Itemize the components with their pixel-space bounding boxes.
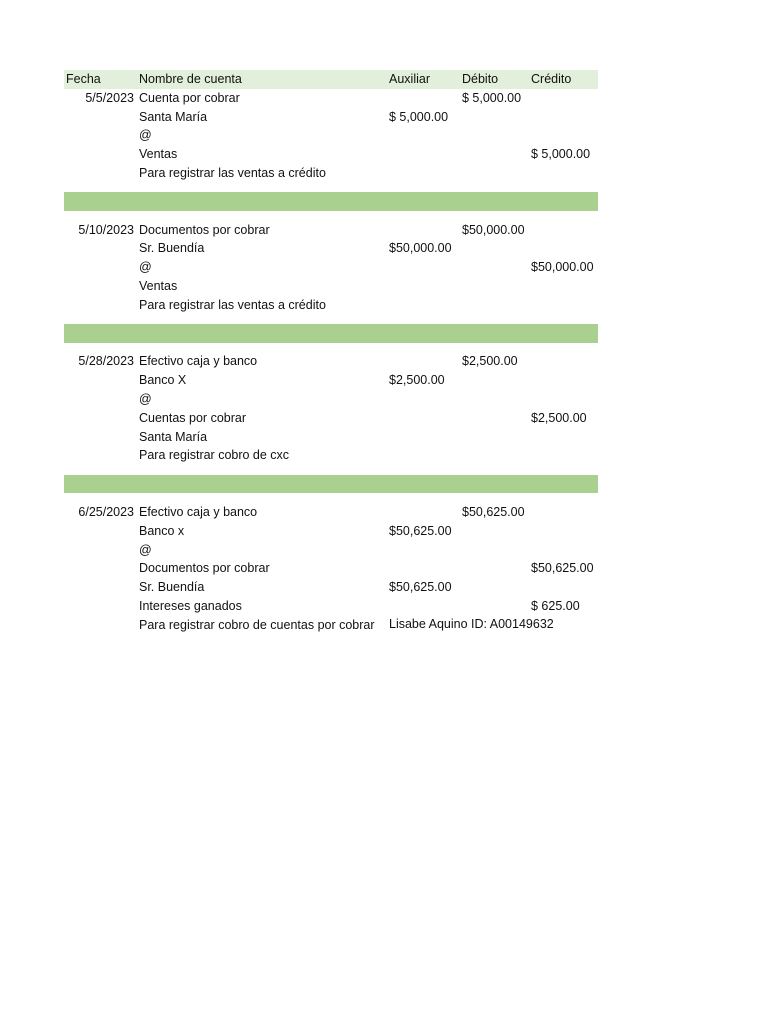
- table-row: [64, 541, 598, 560]
- table-row: [64, 428, 598, 447]
- cell-fecha: 5/5/2023: [85, 90, 134, 105]
- table-row: [64, 145, 598, 164]
- cell-nombre-cuenta: Para registrar las ventas a crédito: [139, 165, 326, 180]
- cell-fecha: 6/25/2023: [78, 504, 134, 519]
- header-fecha: Fecha: [66, 72, 101, 86]
- table-row: [64, 578, 598, 597]
- cell-nombre-cuenta: Sr. Buendía: [139, 580, 205, 595]
- cell-credito: $ 5,000.00: [531, 147, 591, 162]
- cell-nombre-cuenta: Intereses ganados: [139, 598, 242, 613]
- cell-nombre-cuenta: @: [139, 391, 152, 406]
- table-row: [64, 108, 598, 127]
- table-row: [64, 89, 598, 108]
- row-spacer: [64, 343, 598, 353]
- header-auxiliar: Auxiliar: [389, 72, 430, 86]
- author-signature: Lisabe Aquino ID: A00149632: [389, 617, 554, 631]
- header-credito: Crédito: [531, 72, 572, 86]
- cell-nombre-cuenta: @: [139, 542, 152, 557]
- cell-nombre-cuenta: Efectivo caja y banco: [139, 504, 258, 519]
- table-row: [64, 503, 598, 522]
- cell-auxiliar: $ 5,000.00: [389, 109, 449, 124]
- table-row: [64, 164, 598, 183]
- row-spacer: [64, 493, 598, 503]
- journal-table: [64, 70, 598, 635]
- table-row: [64, 258, 598, 277]
- table-row: [64, 296, 598, 315]
- cell-credito: $50,625.00: [531, 561, 594, 576]
- cell-auxiliar: $50,000.00: [389, 241, 452, 256]
- row-spacer: [64, 183, 598, 193]
- cell-nombre-cuenta: Cuentas por cobrar: [139, 410, 247, 425]
- cell-nombre-cuenta: Ventas: [139, 278, 178, 293]
- table-row: [64, 446, 598, 465]
- cell-nombre-cuenta: Banco X: [139, 373, 187, 388]
- cell-nombre-cuenta: Santa María: [139, 109, 208, 124]
- row-spacer: [64, 465, 598, 475]
- entry-separator: [64, 324, 598, 343]
- cell-nombre-cuenta: @: [139, 128, 152, 143]
- table-row: [64, 239, 598, 258]
- cell-nombre-cuenta: Sr. Buendía: [139, 241, 205, 256]
- cell-fecha: 5/10/2023: [78, 222, 134, 237]
- table-row: [64, 390, 598, 409]
- cell-nombre-cuenta: @: [139, 260, 152, 275]
- row-spacer: [64, 211, 598, 221]
- cell-nombre-cuenta: Para registrar cobro de cuentas por cobrar: [139, 617, 375, 632]
- cell-debito: $2,500.00: [462, 354, 518, 369]
- table-row: [64, 352, 598, 371]
- cell-debito: $50,625.00: [462, 504, 525, 519]
- cell-credito: $2,500.00: [531, 410, 587, 425]
- header-nombre-cuenta: Nombre de cuenta: [139, 72, 242, 86]
- journal-entries: [64, 89, 598, 635]
- cell-nombre-cuenta: Documentos por cobrar: [139, 222, 270, 237]
- table-row: [64, 371, 598, 390]
- table-row: [64, 277, 598, 296]
- header-debito: Débito: [462, 72, 499, 86]
- cell-nombre-cuenta: Para registrar cobro de cxc: [139, 448, 290, 463]
- cell-credito: $50,000.00: [531, 260, 594, 275]
- cell-nombre-cuenta: Ventas: [139, 147, 178, 162]
- cell-nombre-cuenta: Cuenta por cobrar: [139, 90, 240, 105]
- cell-nombre-cuenta: Para registrar las ventas a crédito: [139, 297, 326, 312]
- table-row: [64, 597, 598, 616]
- cell-auxiliar: $50,625.00: [389, 523, 452, 538]
- table-row: [64, 522, 598, 541]
- cell-auxiliar: $2,500.00: [389, 373, 445, 388]
- entry-separator: [64, 475, 598, 494]
- cell-fecha: 5/28/2023: [78, 354, 134, 369]
- row-spacer: [64, 315, 598, 325]
- cell-debito: $ 5,000.00: [462, 90, 522, 105]
- table-row: [64, 409, 598, 428]
- cell-debito: $50,000.00: [462, 222, 525, 237]
- cell-credito: $ 625.00: [531, 598, 580, 613]
- cell-nombre-cuenta: Santa María: [139, 429, 208, 444]
- table-row: [64, 221, 598, 240]
- cell-auxiliar: $50,625.00: [389, 580, 452, 595]
- table-row: [64, 559, 598, 578]
- cell-nombre-cuenta: Efectivo caja y banco: [139, 354, 258, 369]
- table-header: [64, 70, 598, 89]
- table-row: [64, 126, 598, 145]
- cell-nombre-cuenta: Banco x: [139, 523, 185, 538]
- entry-separator: [64, 192, 598, 211]
- cell-nombre-cuenta: Documentos por cobrar: [139, 561, 270, 576]
